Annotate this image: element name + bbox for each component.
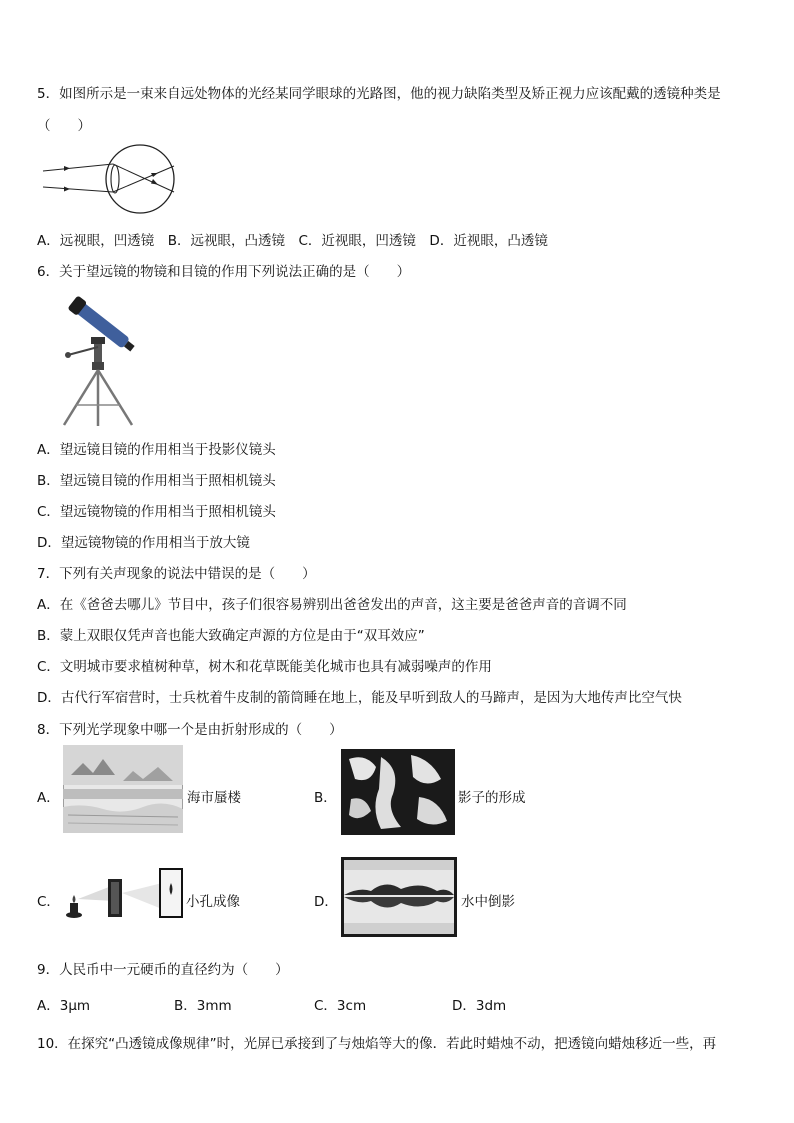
q6-stem: 6．关于望远镜的物镜和目镜的作用下列说法正确的是（ ） — [37, 264, 411, 280]
q8-option-a-label: A． — [37, 790, 60, 806]
reflection-picture — [341, 857, 457, 937]
q9-option-d: D．3dm — [452, 998, 507, 1014]
mirage-picture — [63, 745, 183, 833]
q9-option-a: A．3μm — [37, 998, 91, 1014]
q7-option-d: D．古代行军宿营时，士兵枕着牛皮制的箭筒睡在地上，能及早听到敌人的马蹄声，是因为大地传声比空气快 — [37, 690, 682, 706]
q6-option-d: D．望远镜物镜的作用相当于放大镜 — [37, 535, 250, 551]
q5-stem: 5．如图所示是一束来自远处物体的光经某同学眼球的光路图，他的视力缺陷类型及矫正视力应该配戴的透镜种类是 — [37, 86, 721, 102]
q8-option-b-caption: 影子的形成 — [458, 790, 526, 806]
telescope-picture — [56, 287, 136, 429]
q9-option-c: C．3cm — [314, 998, 367, 1014]
q5-options: A．远视眼，凹透镜 B．远视眼，凸透镜 C．近视眼，凹透镜 D．近视眼，凸透镜 — [37, 233, 548, 249]
q7-stem: 7．下列有关声现象的说法中错误的是（ ） — [37, 566, 316, 582]
shadow-picture — [341, 749, 455, 835]
q6-option-c: C．望远镜物镜的作用相当于照相机镜头 — [37, 504, 276, 520]
q7-option-a: A．在《爸爸去哪儿》节目中，孩子们很容易辨别出爸爸发出的声音，这主要是爸爸声音的音调不同 — [37, 597, 627, 613]
q8-option-d-label: D． — [314, 894, 338, 910]
q8-option-c-label: C． — [37, 894, 60, 910]
pinhole-picture — [62, 865, 184, 921]
q5-blank: （ ） — [37, 118, 91, 134]
q6-option-b: B．望远镜目镜的作用相当于照相机镜头 — [37, 473, 276, 489]
q6-option-a: A．望远镜目镜的作用相当于投影仪镜头 — [37, 442, 276, 458]
q8-option-d-caption: 水中倒影 — [461, 894, 515, 910]
q7-option-c: C．文明城市要求植树种草，树木和花草既能美化城市也具有减弱噪声的作用 — [37, 659, 492, 675]
q9-option-b: B．3mm — [174, 998, 232, 1014]
q8-option-a-caption: 海市蜃楼 — [187, 790, 241, 806]
q9-stem: 9．人民币中一元硬币的直径约为（ ） — [37, 962, 289, 978]
eye-diagram — [40, 144, 180, 216]
q7-option-b: B．蒙上双眼仅凭声音也能大致确定声源的方位是由于“双耳效应” — [37, 628, 425, 644]
q10-stem: 10．在探究“凸透镜成像规律”时，光屏已承接到了与烛焰等大的像．若此时蜡烛不动，把透镜向蜡烛移近一些，再 — [37, 1036, 717, 1052]
q8-option-c-caption: 小孔成像 — [186, 894, 240, 910]
q8-stem: 8．下列光学现象中哪一个是由折射形成的（ ） — [37, 722, 343, 738]
q8-option-b-label: B． — [314, 790, 337, 806]
